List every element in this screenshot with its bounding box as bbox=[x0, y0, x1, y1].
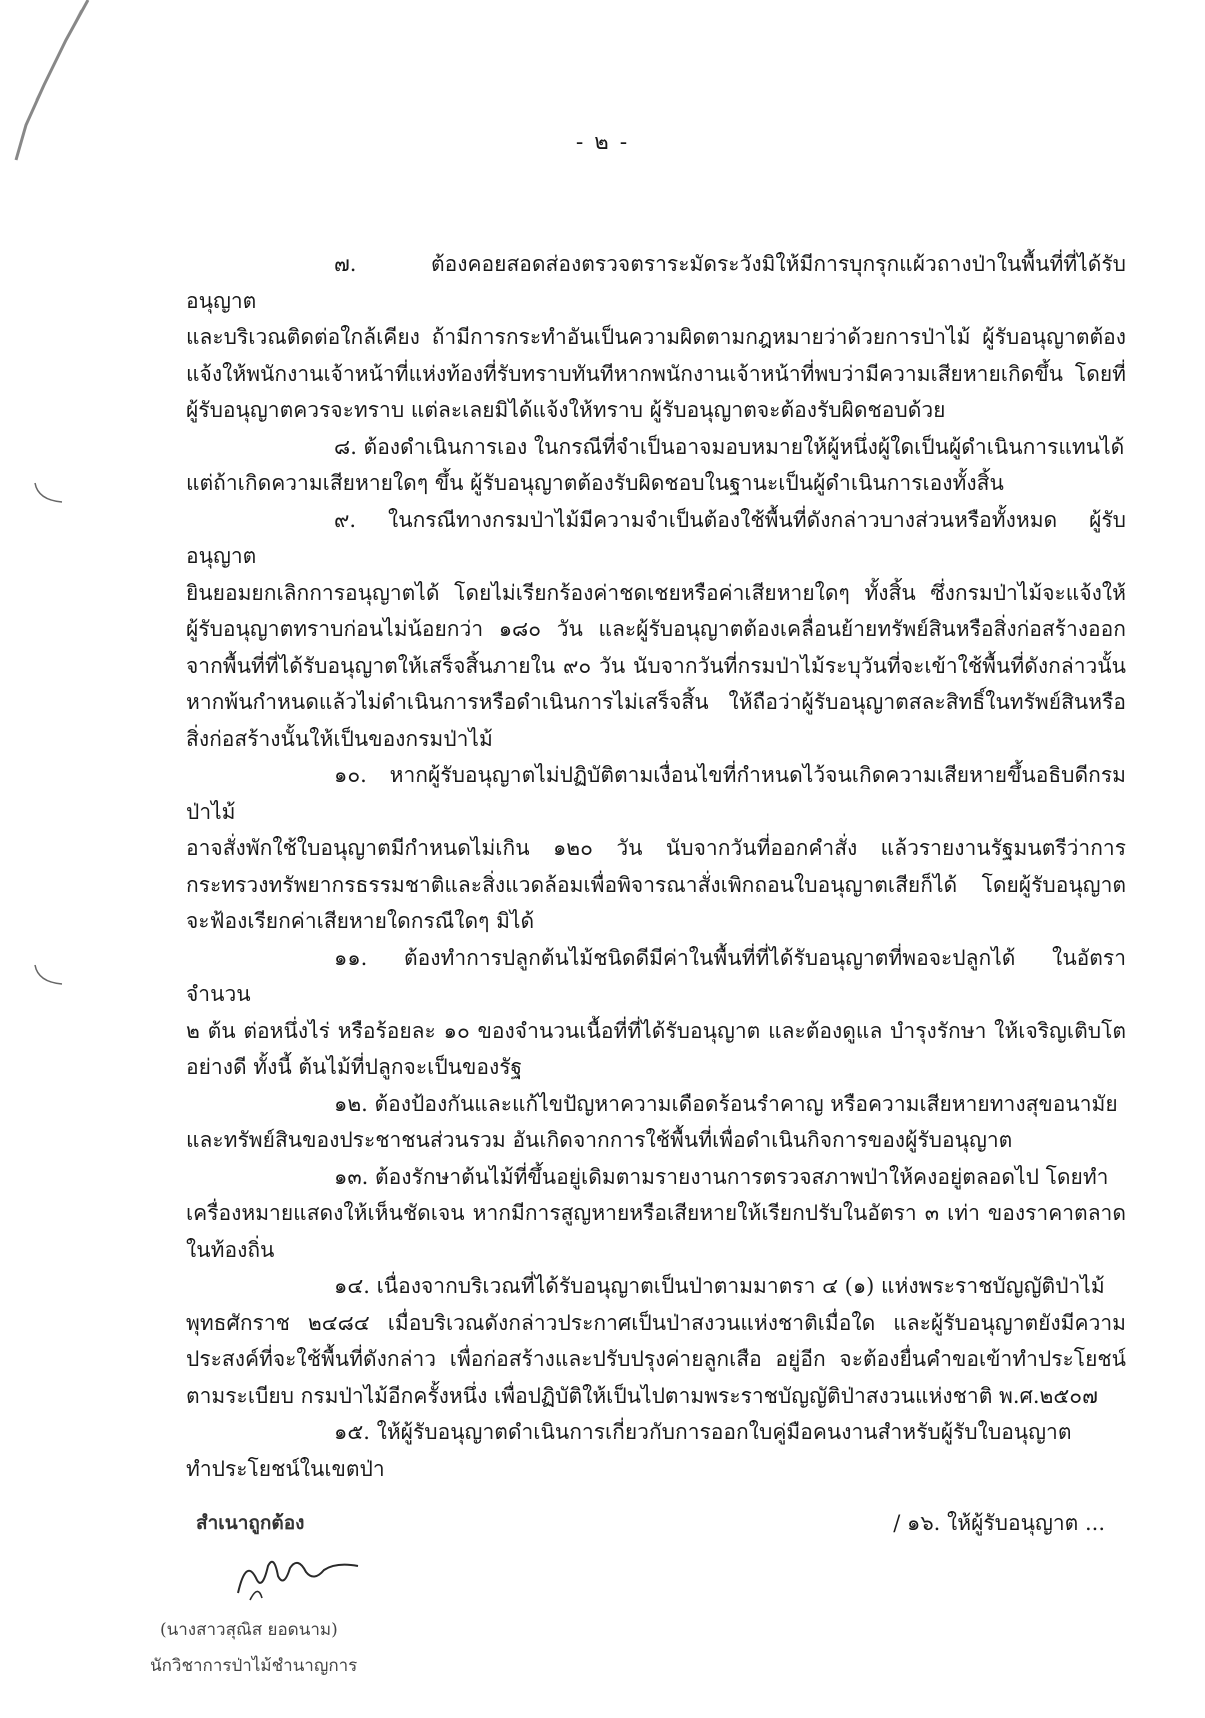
clause-rest: เครื่องหมายแสดงให้เห็นชัดเจน หากมีการสูญหายหรือเสียหายให้เรียกปรับในอัตรา ๓ เท่า ของราคาตลาดในท้องถิ่น bbox=[186, 1201, 1126, 1262]
clause-15 bbox=[186, 1414, 1126, 1487]
clause-rest: ๒ ต้น ต่อหนึ่งไร่ หรือร้อยละ ๑๐ ของจำนวนเนื้อที่ที่ได้รับอนุญาต และต้องดูแล บำรุงรักษา ให้เจริญเติบโตอย่างดี ทั้งนี้ ต้นไม้ที่ปลูกจะเป็นของรัฐ bbox=[186, 1018, 1126, 1079]
hole-punch-mark bbox=[30, 960, 70, 990]
clause-13 bbox=[186, 1159, 1126, 1269]
clause-rest: และทรัพย์สินของประชาชนส่วนรวม อันเกิดจากการใช้พื้นที่เพื่อดำเนินกิจการของผู้รับอนุญาต bbox=[186, 1128, 1013, 1152]
clause-rest: อาจสั่งพักใช้ใบอนุญาตมีกำหนดไม่เกิน ๑๒๐ วัน นับจากวันที่ออกคำสั่ง แล้วรายงานรัฐมนตรีว่าการกระทรวงทรัพยากรธรรมชาติและสิ่งแวดล้อมเพื่อพิจารณาสั่งเพิกถอนใบอนุญาตเสียก็ได้ โดยผู้รับอนุญาตจะฟ้องเรียกค่าเสียหายใดกรณีใดๆ มิได้ bbox=[186, 836, 1126, 933]
clause-lead: ๙. ในกรณีทางกรมป่าไม้มีความจำเป็นต้องใช้พื้นที่ดังกล่าวบางส่วนหรือทั้งหมด ผู้รับอนุญาต bbox=[186, 507, 1126, 568]
clause-lead: ๑๓. ต้องรักษาต้นไม้ที่ขึ้นอยู่เดิมตามรายงานการตรวจสภาพป่าให้คงอยู่ตลอดไป โดยทำ bbox=[334, 1164, 1109, 1189]
clause-lead: ๘. ต้องดำเนินการเอง ในกรณีที่จำเป็นอาจมอบหมายให้ผู้หนึ่งผู้ใดเป็นผู้ดำเนินการแทนได้ bbox=[334, 434, 1125, 459]
clause-lead: ๑๔. เนื่องจากบริเวณที่ได้รับอนุญาตเป็นป่าตามมาตรา ๔ (๑) แห่งพระราชบัญญัติป่าไม้ bbox=[334, 1274, 1105, 1298]
handwritten-signature bbox=[228, 1548, 368, 1603]
clause-rest: แต่ถ้าเกิดความเสียหายใดๆ ขึ้น ผู้รับอนุญาตต้องรับผิดชอบในฐานะเป็นผู้ดำเนินการเองทั้งสิ้น bbox=[186, 471, 1004, 495]
clause-lead: ๑๐. หากผู้รับอนุญาตไม่ปฏิบัติตามเงื่อนไขที่กำหนดไว้จนเกิดความเสียหายขึ้นอธิบดีกรมป่าไม้ bbox=[186, 763, 1126, 824]
clause-lead: ๗. ต้องคอยสอดส่องตรวจตราระมัดระวังมิให้มีการบุกรุกแผ้วถางป่าในพื้นที่ที่ได้รับอนุญาต bbox=[186, 252, 1126, 313]
clause-lead: ๑๑. ต้องทำการปลูกต้นไม้ชนิดดีมีค่าในพื้นที่ที่ได้รับอนุญาตที่พอจะปลูกได้ ในอัตราจำนวน bbox=[186, 945, 1126, 1006]
signer-name: (นางสาวสุณิส ยอดนาม) bbox=[160, 1620, 338, 1640]
clause-rest: ยินยอมยกเลิกการอนุญาตได้ โดยไม่เรียกร้องค่าชดเชยหรือค่าเสียหายใดๆ ทั้งสิ้น ซึ่งกรมป่าไม้จะแจ้งให้ผู้รับอนุญาตทราบก่อนไม่น้อยกว่า ๑๘๐ วัน และผู้รับอนุญาตต้องเคลื่อนย้ายทรัพย์สินหรือสิ่งก่อสร้างออกจากพื้นที่ที่ได้รับอนุญาตให้เสร็จสิ้นภายใน ๙๐ วัน นับจากวันที่กรมป่าไม้ระบุวันที่จะเข้าใช้พื้นที่ดังกล่าวนั้น หากพ้นกำหนดแล้วไม่ดำเนินการหรือดำเนินการไม่เสร็จสิ้น ให้ถือว่าผู้รับอนุญาตสละสิทธิ์ในทรัพย์สินหรือสิ่งก่อสร้างนั้นให้เป็นของกรมป่าไม้ bbox=[186, 580, 1126, 751]
clause-lead: ๑๒. ต้องป้องกันและแก้ไขปัญหาความเดือดร้อนรำคาญ หรือความเสียหายทางสุขอนามัย bbox=[334, 1091, 1118, 1116]
clause-7 bbox=[186, 246, 1126, 429]
clause-rest: และบริเวณติดต่อใกล้เคียง ถ้ามีการกระทำอันเป็นความผิดตามกฎหมายว่าด้วยการป่าไม้ ผู้รับอนุญาตต้องแจ้งให้พนักงานเจ้าหน้าที่แห่งท้องที่รับทราบทันทีหากพนักงานเจ้าหน้าที่พบว่ามีความเสียหายเกิดขึ้น โดยที่ผู้รับอนุญาตควรจะทราบ แต่ละเลยมิได้แจ้งให้ทราบ ผู้รับอนุญาตจะต้องรับผิดชอบด้วย bbox=[186, 325, 1126, 422]
clause-11 bbox=[186, 940, 1126, 1086]
hole-punch-mark bbox=[30, 478, 70, 508]
clause-14 bbox=[186, 1268, 1126, 1414]
clause-10 bbox=[186, 757, 1126, 940]
continuation-marker: / ๑๖. ให้ผู้รับอนุญาต ... bbox=[893, 1511, 1105, 1535]
clause-8 bbox=[186, 429, 1126, 502]
document-body bbox=[186, 246, 1126, 1487]
clause-9 bbox=[186, 502, 1126, 758]
signer-title: นักวิชาการป่าไม้ชำนาญการ bbox=[150, 1656, 358, 1676]
clause-rest: ทำประโยชน์ในเขตป่า bbox=[186, 1456, 385, 1481]
certified-copy-stamp: สำเนาถูกต้อง bbox=[196, 1512, 305, 1534]
clause-lead: ๑๕. ให้ผู้รับอนุญาตดำเนินการเกี่ยวกับการออกใบคู่มือคนงานสำหรับผู้รับใบอนุญาต bbox=[334, 1420, 1072, 1444]
page-number: - ๒ - bbox=[575, 130, 630, 155]
clause-12 bbox=[186, 1086, 1126, 1159]
clause-rest: พุทธศักราช ๒๔๘๔ เมื่อบริเวณดังกล่าวประกาศเป็นป่าสงวนแห่งชาติเมื่อใด และผู้รับอนุญาตยังมีความประสงค์ที่จะใช้พื้นที่ดังกล่าว เพื่อก่อสร้างและปรับปรุงค่ายลูกเสือ อยู่อีก จะต้องยื่นคำขอเข้าทำประโยชน์ตามระเบียบ กรมป่าไม้อีกครั้งหนึ่ง เพื่อปฏิบัติให้เป็นไปตามพระราชบัญญัติป่าสงวนแห่งชาติ พ.ศ.๒๕๐๗ bbox=[186, 1310, 1126, 1408]
